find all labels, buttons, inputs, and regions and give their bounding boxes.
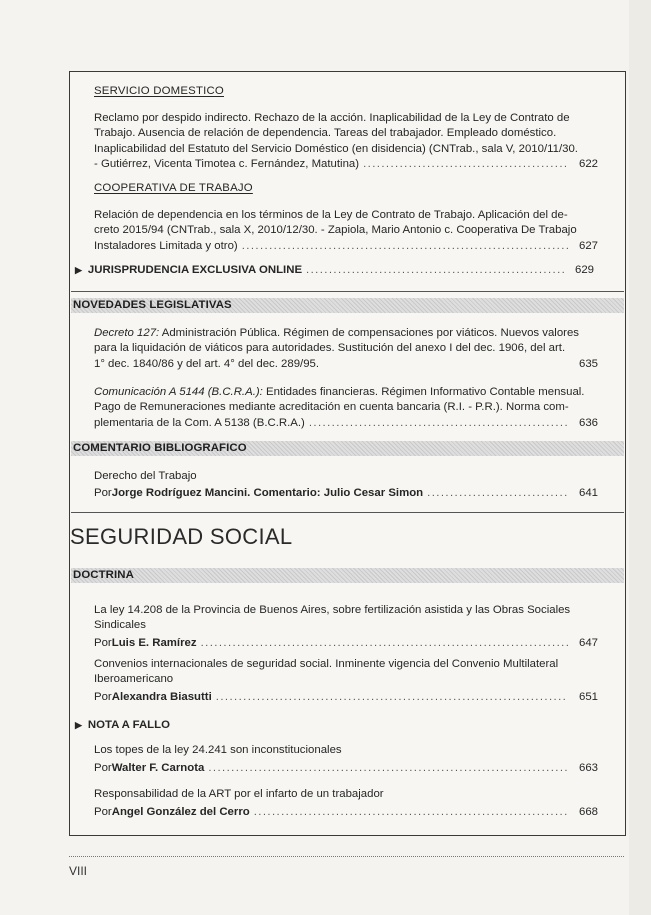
entry-topes-ley-24241[interactable] — [94, 743, 598, 777]
item-label: JURISPRUDENCIA EXCLUSIVA ONLINE — [87, 264, 303, 276]
by-prefix: Por — [94, 806, 112, 819]
by-prefix: Por — [94, 762, 112, 775]
entry-line: Sindicales — [94, 619, 146, 632]
entry-servicio-domestico[interactable] — [94, 111, 598, 173]
nota-a-fallo-heading — [75, 719, 594, 731]
entry-title: Los topes de la ley 24.241 son inconstitucionales — [94, 744, 342, 756]
page-number: 622 — [578, 158, 598, 171]
page-number: 641 — [578, 487, 598, 500]
item-label: NOTA A FALLO — [87, 719, 170, 731]
divider — [71, 291, 624, 292]
dot-leader — [201, 636, 568, 651]
entry-title: Derecho del Trabajo — [94, 470, 197, 482]
citation-italic: Comunicación A 5144 (B.C.R.A.): — [94, 386, 263, 398]
dot-leader — [216, 690, 568, 705]
entry-convenios-internacionales[interactable] — [94, 657, 598, 705]
page-number: 651 — [578, 690, 598, 703]
entry-line: Inaplicabilidad del Estatuto del Servicio Doméstico (en disidencia) (CNTrab., sala V, 2010/11/30. — [94, 142, 578, 155]
subheading-servicio-domestico: SERVICIO DOMESTICO — [94, 85, 224, 97]
section-header-novedades-legislativas: NOVEDADES LEGISLATIVAS — [71, 298, 624, 313]
entry-line: Pago de Remuneraciones mediante acreditación en cuenta bancaria (R.I. - P.R.). Norma com- — [94, 401, 569, 414]
author-names: Jorge Rodríguez Mancini. Comentario: Julio Cesar Simon — [111, 487, 424, 500]
entry-line: La ley 14.208 de la Provincia de Buenos Aires, sobre fertilización asistida y las Obras Sociales — [94, 604, 571, 616]
entry-leader-row — [94, 486, 598, 501]
entry-leader-row — [94, 805, 598, 820]
entry-comunicacion-a-5144[interactable] — [94, 385, 598, 431]
dot-leader — [306, 264, 564, 276]
page-number: 636 — [578, 416, 598, 429]
by-prefix: Por — [94, 690, 112, 703]
entry-line: plementaria de la Com. A 5138 (B.C.R.A.) — [94, 416, 305, 429]
author-name: Alexandra Biasutti — [111, 690, 212, 703]
divider — [71, 512, 624, 513]
dot-leader — [309, 416, 568, 431]
entry-leader-row — [94, 761, 598, 776]
entry-line: Iberoamericano — [94, 673, 174, 686]
author-name: Walter F. Carnota — [111, 762, 205, 775]
entry-line: Relación de dependencia en los términos de la Ley de Contrato de Trabajo. Aplicación del de- — [94, 209, 568, 221]
entry-leader-row — [94, 636, 598, 651]
entry-leader-row — [94, 357, 598, 372]
entry-leader-row — [94, 157, 598, 172]
dot-leader — [427, 486, 568, 501]
section-title-seguridad-social: SEGURIDAD SOCIAL — [70, 524, 293, 549]
author-name: Angel González del Cerro — [111, 806, 250, 819]
entry-line — [94, 326, 598, 341]
footer-page-number: VIII — [69, 864, 88, 878]
by-prefix: Por — [94, 487, 112, 500]
entry-line: Trabajo. Ausencia de relación de dependencia. Tareas del trabajador. Empleado doméstico. — [94, 127, 557, 140]
entry-line: creto 2015/94 (CNTrab., sala X, 2010/12/30. - Zapiola, Mario Antonio c. Cooperativa De Trabajo — [94, 224, 577, 237]
dot-leader — [208, 761, 568, 776]
page-number: 635 — [578, 357, 598, 370]
entry-cooperativa-de-trabajo[interactable] — [94, 208, 598, 254]
section-header-comentario-bibliografico: COMENTARIO BIBLIOGRAFICO — [71, 441, 624, 456]
entry-line: - Gutiérrez, Vicenta Timotea c. Fernández, Matutina) — [94, 158, 360, 171]
entry-ley-14208[interactable] — [94, 603, 598, 651]
entry-text: Entidades financieras. Régimen Informativo Contable mensual. — [262, 386, 585, 398]
by-prefix: Por — [94, 636, 112, 649]
subheading-cooperativa-de-trabajo: COOPERATIVA DE TRABAJO — [94, 182, 253, 194]
entry-line: Convenios internacionales de seguridad social. Inminente vigencia del Convenio Multilateral — [94, 658, 559, 670]
dot-leader — [254, 805, 568, 820]
entry-leader-row — [94, 416, 598, 431]
entry-line: 1° dec. 1840/86 y del art. 4° del dec. 289/95. — [94, 357, 320, 370]
page-number: 668 — [578, 806, 598, 819]
footer-dotted-rule — [69, 856, 624, 857]
entry-line: Reclamo por despido indirecto. Rechazo de la acción. Inaplicabilidad de la Ley de Contrato de — [94, 112, 570, 124]
triangle-bullet-icon: ▶ — [75, 720, 82, 730]
toc-frame — [69, 71, 626, 836]
entry-responsabilidad-art[interactable] — [94, 787, 598, 821]
entry-decreto-127[interactable] — [94, 326, 598, 372]
author-name: Luis E. Ramírez — [111, 636, 197, 649]
dot-leader — [242, 239, 568, 254]
entry-line: Instaladores Limitada y otro) — [94, 239, 238, 252]
entry-line — [94, 385, 598, 400]
page-edge-shadow — [629, 0, 651, 915]
entry-derecho-del-trabajo[interactable] — [94, 469, 598, 502]
entry-text: Administración Pública. Régimen de compensaciones por viáticos. Nuevos valores — [159, 327, 579, 339]
entry-leader-row — [94, 690, 598, 705]
entry-title: Responsabilidad de la ART por el infarto de un trabajador — [94, 788, 384, 800]
link-jurisprudencia-online[interactable] — [75, 264, 594, 276]
page-number: 663 — [578, 762, 598, 775]
citation-italic: Decreto 127: — [94, 327, 160, 339]
page-number: 629 — [574, 264, 594, 276]
page-number: 627 — [578, 239, 598, 252]
dot-leader — [363, 157, 568, 172]
triangle-bullet-icon: ▶ — [75, 265, 82, 275]
entry-line: para la liquidación de viáticos para autoridades. Sustitución del anexo I del dec. 1906, del art. — [94, 342, 566, 355]
page-number: 647 — [578, 636, 598, 649]
entry-leader-row — [94, 239, 598, 254]
section-header-doctrina: DOCTRINA — [71, 568, 624, 583]
